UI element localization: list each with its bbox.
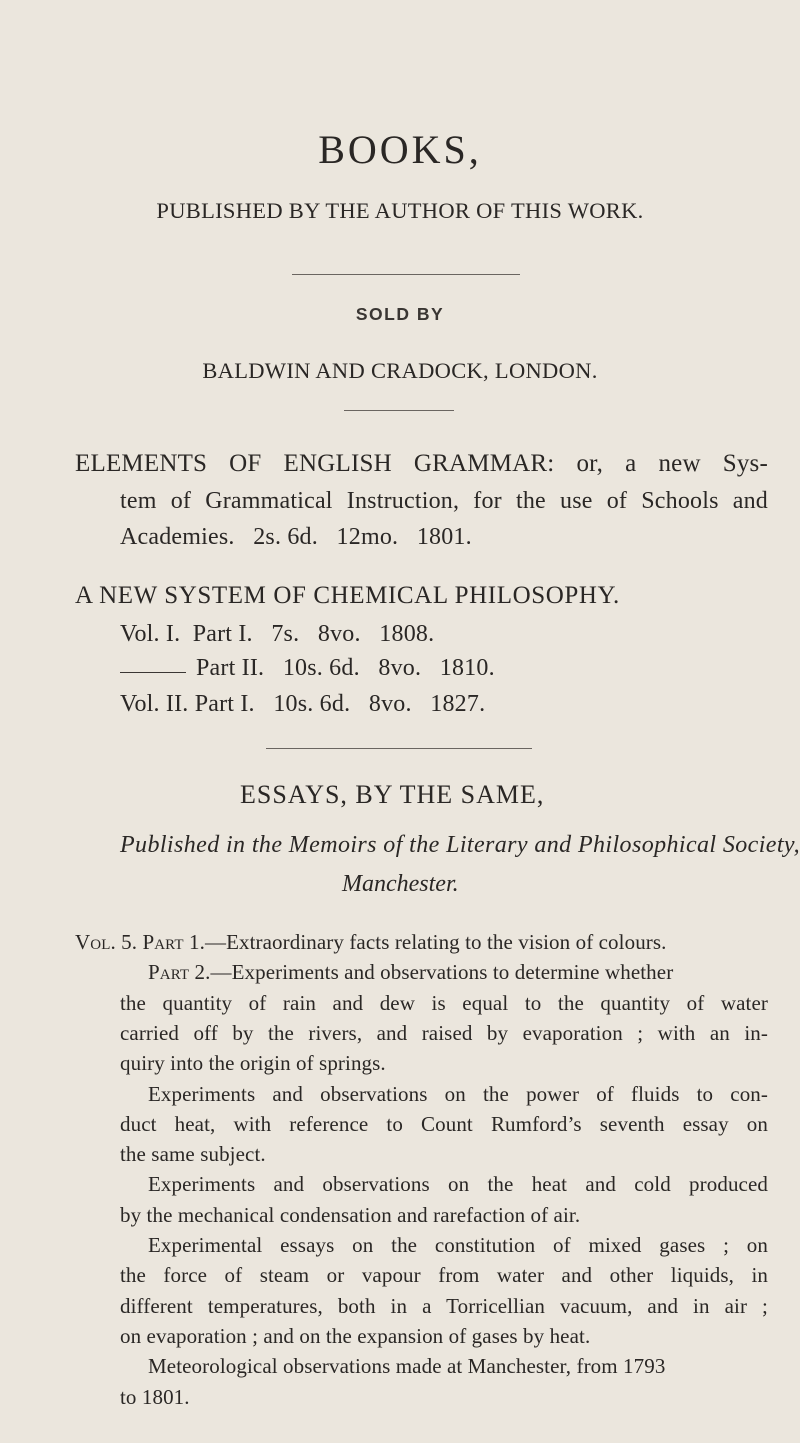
grammar-entry-line-2: tem of Grammatical Instruction, for the use of Schools and <box>120 488 768 514</box>
sold-by-label: SOLD BY <box>355 304 445 324</box>
page-subtitle: PUBLISHED BY THE AUTHOR OF THIS WORK. <box>156 198 644 223</box>
published-in-line-1: Published in the Memoirs of the Literary and Philosophical Society, <box>120 832 800 858</box>
chemistry-entry-title: A NEW SYSTEM OF CHEMICAL PHILOSOPHY. <box>75 582 620 609</box>
publisher-name: BALDWIN AND CRADOCK, LONDON. <box>202 358 598 383</box>
grammar-entry-line-3: Academies. 2s. 6d. 12mo. 1801. <box>120 524 472 550</box>
grammar-entry-line-1: ELEMENTS OF ENGLISH GRAMMAR: or, a new Sys- <box>75 450 768 477</box>
divider-essays <box>266 748 532 749</box>
essay-line-3: quiry into the origin of springs. <box>120 1051 386 1076</box>
essay-line-1: the quantity of rain and dew is equal to the quantity of water <box>120 990 768 1015</box>
divider-top <box>292 274 520 275</box>
essay-line-12: on evaporation ; and on the expansion of gases by heat. <box>120 1323 591 1348</box>
essay-line-14: to 1801. <box>120 1384 190 1409</box>
essay-line-7: Experiments and observations on the heat and cold produced <box>148 1172 768 1197</box>
essays-heading: ESSAYS, BY THE SAME, <box>240 780 545 809</box>
vol-label: Vol. <box>75 930 116 954</box>
essay-line-9: Experimental essays on the constitution of mixed gases ; on <box>148 1233 768 1257</box>
chemistry-vol1-part2: Part II. 10s. 6d. 8vo. 1810. <box>196 655 495 681</box>
essay-line-6: the same subject. <box>120 1142 266 1167</box>
essay-line-4: Experiments and observations on the power of fluids to con- <box>148 1081 768 1106</box>
essay-line-5: duct heat, with reference to Count Rumford’s seventh essay on <box>120 1111 768 1136</box>
page-title: BOOKS, <box>318 127 482 172</box>
essay-line-13: Meteorological observations made at Manchester, from 1793 <box>148 1354 666 1379</box>
essay-part1-line <box>75 930 768 955</box>
essay-line-10: the force of steam or vapour from water and other liquids, in <box>120 1263 768 1288</box>
part1-prefix: 5. Part <box>121 930 184 954</box>
chemistry-vol2-part1: Vol. II. Part I. 10s. 6d. 8vo. 1827. <box>120 691 486 717</box>
essay-part2-line <box>148 960 768 985</box>
essay-line-8: by the mechanical condensation and rarefaction of air. <box>120 1202 581 1227</box>
essay-line-11: different temperatures, both in a Torricellian vacuum, and in air ; <box>120 1293 768 1318</box>
part2-label: Part <box>148 960 190 985</box>
ditto-dash <box>120 672 186 673</box>
divider-publisher <box>344 410 454 411</box>
essay-line-2: carried off by the rivers, and raised by evaporation ; with an in- <box>120 1020 768 1045</box>
chemistry-vol1-part1: Vol. I. Part I. 7s. 8vo. 1808. <box>120 621 435 647</box>
published-in-line-2: Manchester. <box>342 871 459 897</box>
part2-text: 2.—Experiments and observations to determine whether <box>194 960 674 985</box>
part1-text: 1.—Extraordinary facts relating to the vision of colours. <box>189 930 667 954</box>
